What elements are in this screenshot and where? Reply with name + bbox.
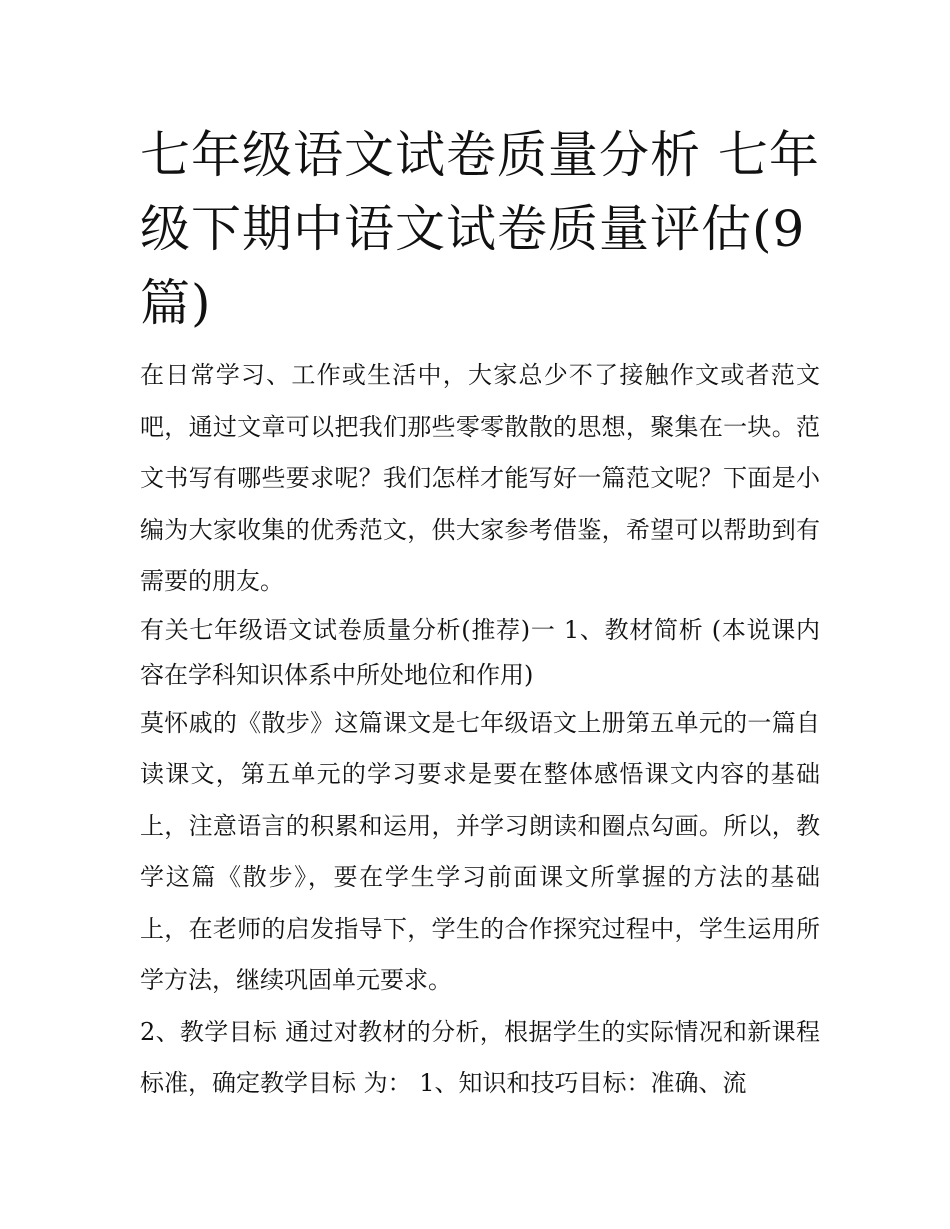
intro-paragraph: 在日常学习、工作或生活中，大家总少不了接触作文或者范文吧，通过文章可以把我们那些零零散散的思想，聚集在一块。范文书写有哪些要求呢？我们怎样才能写好一篇范文呢？下面是小编为大家收集的优秀范文，供大家参考借鉴，希望可以帮助到有需要的朋友。: [140, 361, 820, 595]
textbook-analysis-paragraph: 莫怀戚的《散步》这篇课文是七年级语文上册第五单元的一篇自读课文，第五单元的学习要求是要在整体感悟课文内容的基础上，注意语言的积累和运用，并学习朗读和圈点勾画。所以，教学这篇《散步》，要在学生学习前面课文所掌握的方法的基础上，在老师的启发指导下，学生的合作探究过程中，学生运用所学方法，继续巩固单元要求。: [140, 708, 820, 994]
document-page: [140, 118, 820, 1110]
teaching-goals-paragraph: 2、教学目标 通过对教材的分析，根据学生的实际情况和新课程标准，确定教学目标 为： 1、知识和技巧目标：准确、流: [140, 1017, 820, 1097]
section-heading-paragraph: 有关七年级语文试卷质量分析(推荐)一 1、教材简析 (本说课内容在学科知识体系中所处地位和作用): [140, 615, 820, 689]
document-title: 七年级语文试卷质量分析 七年级下期中语文试卷质量评估(9篇): [140, 126, 820, 332]
